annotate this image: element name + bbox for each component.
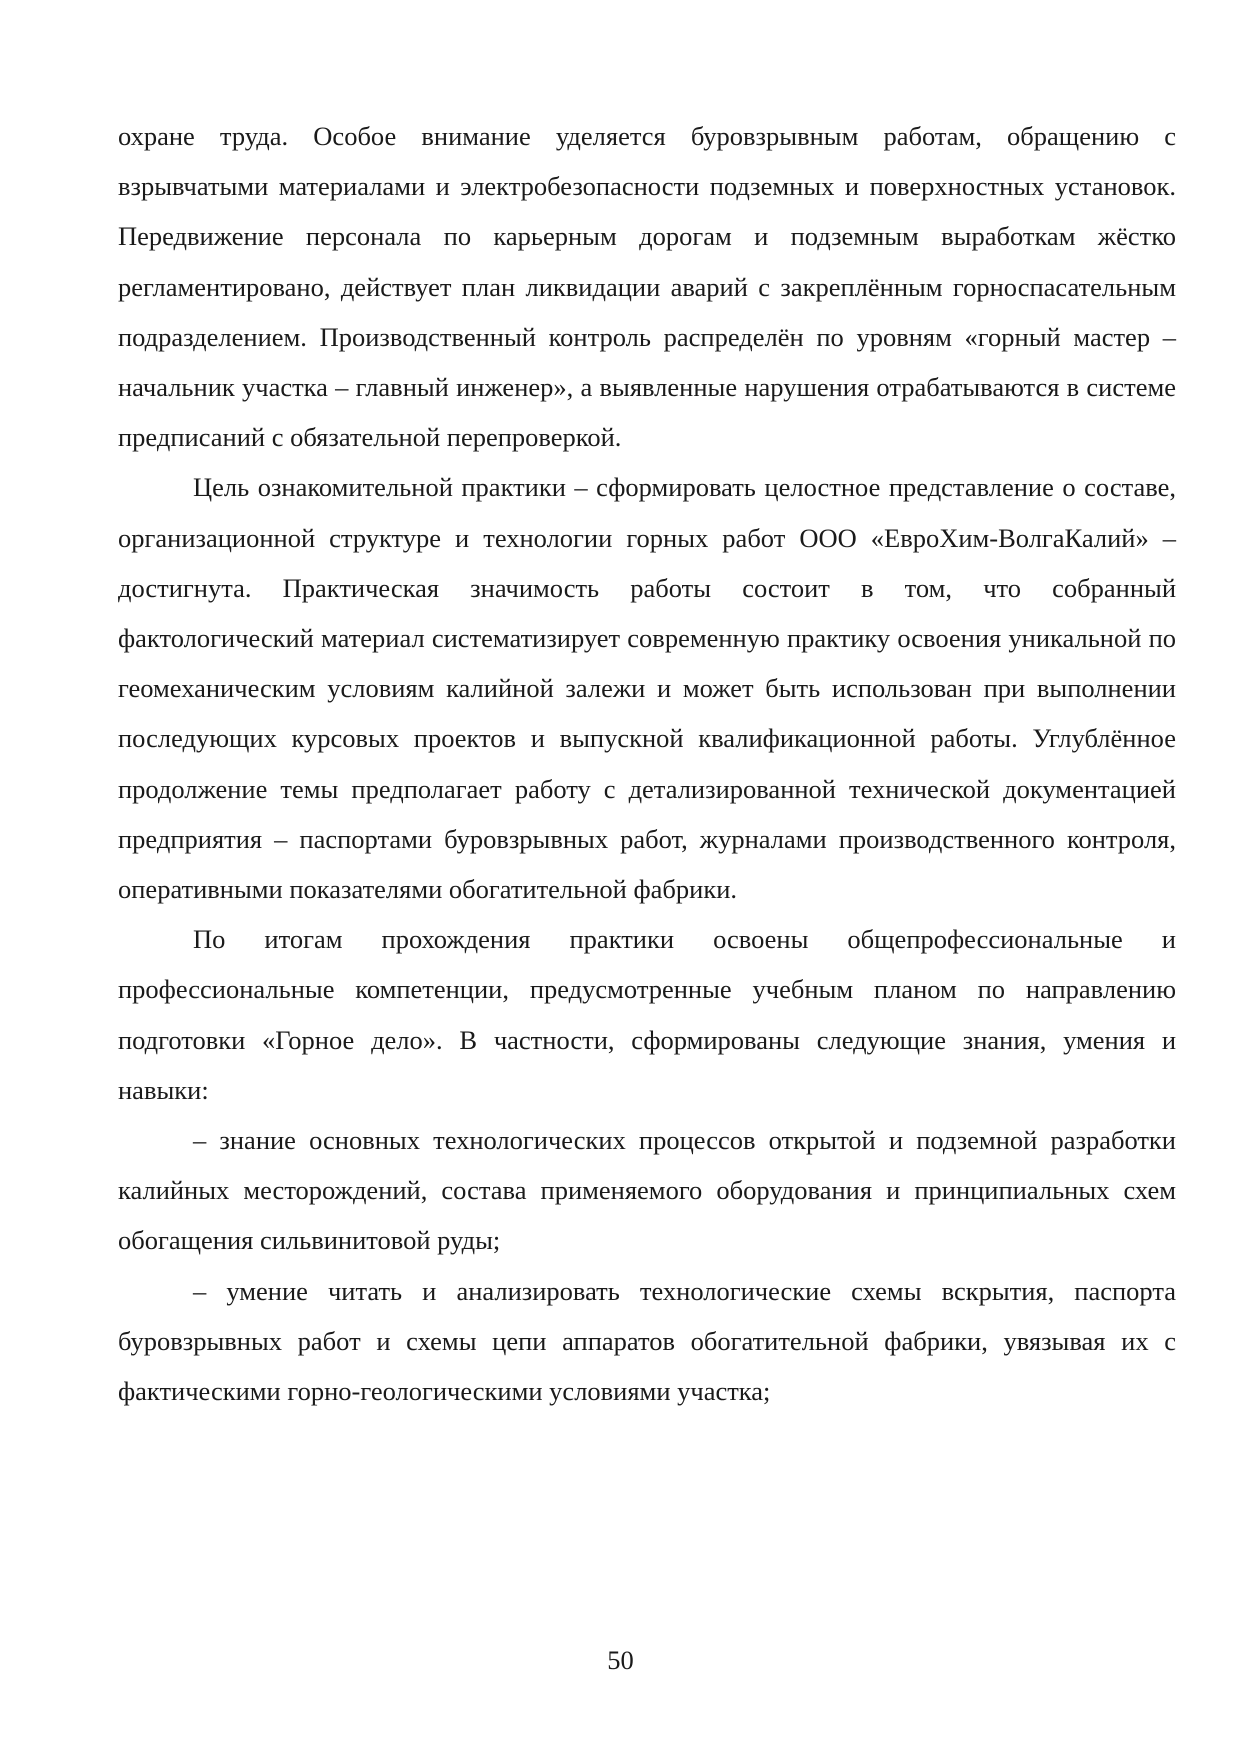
list-item-knowledge: – знание основных технологических процессов открытой и подземной разработки калийных месторождений, состава применяемого оборудования и принципиальных схем обогащения сильвинитовой руды; <box>118 1125 1176 1256</box>
page-number: 50 <box>607 1645 634 1675</box>
paragraph-practice-goal: Цель ознакомительной практики – сформировать целостное представление о составе, организационной структуре и технологии горных работ ООО «ЕвроХим-ВолгаКалий» – достигнута. Практическая значимость работы состоит в том, что собранный фактологический материал систематизирует современную практику освоения уникальной по геомеханическим условиям калийной залежи и может быть использован при выполнении последующих курсовых проектов и выпускной квалификационной работы. Углублённое продолжение темы предполагает работу с детализированной технической документацией предприятия – паспортами буровзрывных работ, журналами производственного контроля, оперативными показателями обогатительной фабрики. <box>118 472 1176 905</box>
paragraph-continuation: охране труда. Особое внимание уделяется буровзрывным работам, обращению с взрывчатыми материалами и электробезопасности подземных и поверхностных установок. Передвижение персонала по карьерным дорогам и подземным выработкам жёстко регламентировано, действует план ликвидации аварий с закреплённым горноспасательным подразделением. Производственный контроль распределён по уровням «горный мастер – начальник участка – главный инженер», а выявленные нарушения отрабатываются в системе предписаний с обязательной перепроверкой. <box>118 121 1176 453</box>
text-body <box>118 111 1176 1416</box>
list-item-skills: – умение читать и анализировать технологические схемы вскрытия, паспорта буровзрывных работ и схемы цепи аппаратов обогатительной фабрики, увязывая их с фактическими горно-геологическими условиями участка; <box>118 1275 1176 1407</box>
paragraph-competencies: По итогам прохождения практики освоены общепрофессиональные и профессиональные компетенции, предусмотренные учебным планом по направлению подготовки «Горное дело». В частности, сформированы следующие знания, умения и навыки: <box>118 924 1176 1105</box>
